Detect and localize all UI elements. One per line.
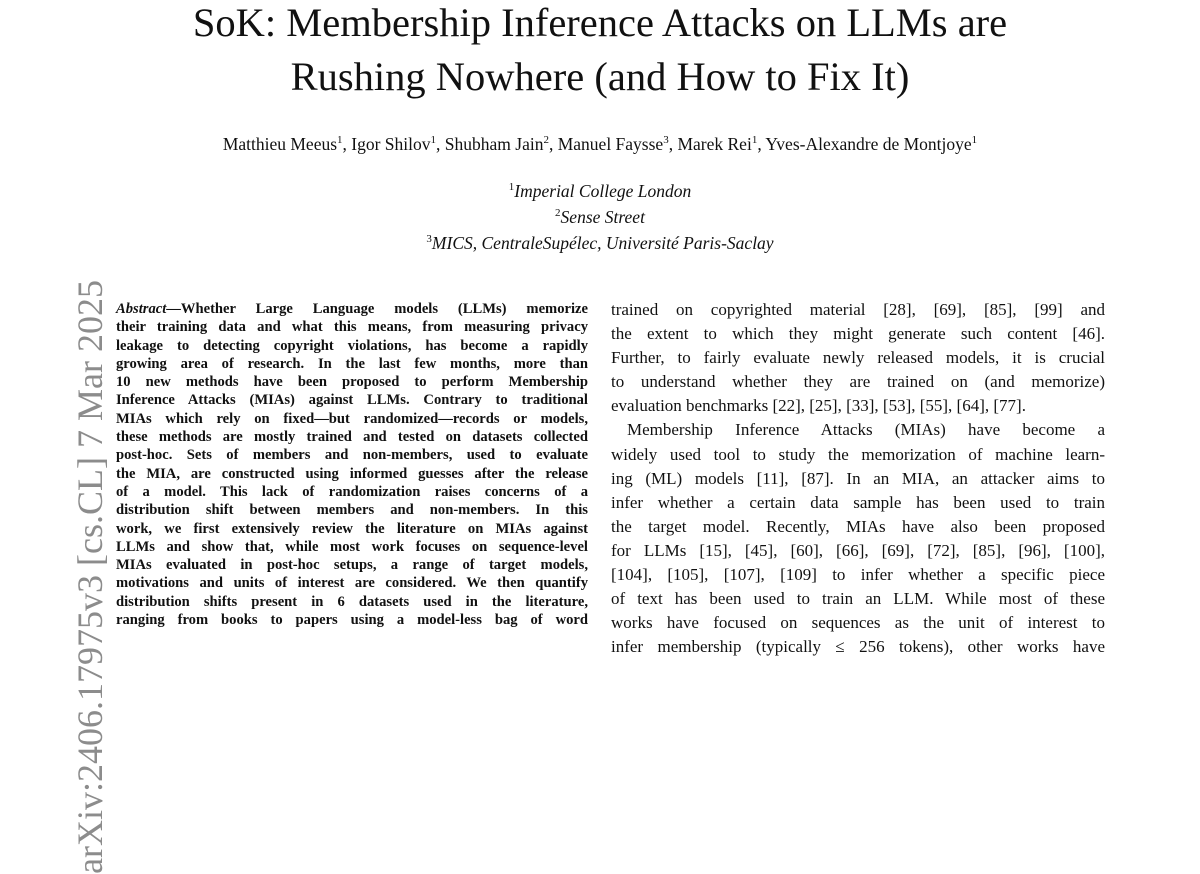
abstract-label: Abstract (116, 301, 167, 317)
affiliation-number: 3 (426, 233, 432, 246)
abstract-line: motivations and units of interest are considered. We then quantify (116, 575, 588, 592)
title-line-1: SoK: Membership Inference Attacks on LLMs are (192, 0, 1008, 45)
author-affiliation-mark: 1 (337, 134, 343, 147)
body-line: of text has been used to train an LLM. While most of these (611, 589, 1105, 609)
body-line: the extent to which they might generate such content [46]. (611, 324, 1105, 344)
body-line: widely used tool to study the memorization of machine learn- (611, 444, 1105, 464)
abstract-line: MIAs evaluated in post-hoc setups, a range of target models, (116, 557, 588, 574)
body-line: to understand whether they are trained on (and memorize) (611, 372, 1105, 392)
abstract-line: work, we first extensively review the literature on MIAs against (116, 520, 588, 537)
body-line: evaluation benchmarks [22], [25], [33], [53], [55], [64], [77]. (611, 396, 1026, 416)
body-line: [104], [105], [107], [109] to infer whether a specific piece (611, 565, 1105, 585)
author-affiliation-mark: 1 (971, 134, 978, 147)
abstract-line: of a model. This lack of randomization raises concerns of a (116, 483, 588, 500)
affiliation-name: Sense Street (560, 207, 645, 227)
body-line: the target model. Recently, MIAs have also been proposed (611, 516, 1105, 536)
author-name: Igor Shilov (351, 134, 431, 154)
author-list: Matthieu Meeus$^1$, Igor Shilov$^1$, Shubham Jain$^2$, Manuel Faysse$^3$, Marek Rei$^1$, Yves-Alexandre de Montjoye$^1$ (222, 134, 978, 154)
author-affiliation-mark: 3 (663, 134, 669, 147)
body-column-right (611, 298, 1105, 659)
author-name: Shubham Jain (444, 134, 544, 154)
abstract-line: the MIA, are constructed using informed guesses after the release (116, 465, 588, 482)
body-line: works have focused on sequences as the unit of interest to (611, 613, 1105, 633)
abstract (116, 300, 588, 629)
arxiv-stamp-text: arXiv:2406.17975v3 [cs.CL] 7 Mar 2025 (70, 280, 110, 874)
author-affiliation-mark: 1 (751, 134, 758, 147)
body-line: infer membership (typically ≤ 256 tokens), other works have (611, 637, 1105, 657)
affiliation-number: 1 (508, 181, 515, 194)
author-affiliation-mark: 1 (430, 134, 437, 147)
abstract-line: LLMs and show that, while most work focuses on sequence-level (116, 538, 588, 555)
abstract-line: distribution shift between members and non-members. In this (116, 502, 588, 519)
author-name: Manuel Faysse (557, 134, 664, 154)
abstract-line: distribution shifts present in 6 datasets used in the literature, (116, 593, 588, 610)
abstract-line-text: —Whether Large Language models (LLMs) memorize (166, 301, 588, 317)
author-affiliation-mark: 2 (543, 134, 549, 147)
abstract-line (116, 300, 588, 318)
abstract-line: their training data and what this means, from measuring privacy (116, 319, 588, 336)
body-line: ing (ML) models [11], [87]. In an MIA, an attacker aims to (611, 468, 1105, 488)
title-line-2: Rushing Nowhere (and How to Fix It) (290, 54, 910, 99)
abstract-line: MIAs which rely on fixed—but randomized—records or models, (116, 410, 588, 427)
abstract-line: post-hoc. Sets of members and non-members, used to evaluate (116, 447, 588, 464)
abstract-line: 10 new methods have been proposed to perform Membership (116, 374, 588, 391)
body-line: Membership Inference Attacks (MIAs) have become a (627, 420, 1105, 440)
author-name: Yves-Alexandre de Montjoye (765, 134, 972, 154)
abstract-line: Inference Attacks (MIAs) against LLMs. Contrary to traditional (116, 392, 588, 409)
author-name: Marek Rei (677, 134, 752, 154)
abstract-line: ranging from books to papers using a model-less bag of word (116, 612, 588, 629)
body-line: Further, to fairly evaluate newly released models, it is crucial (611, 348, 1105, 368)
affiliation (0, 204, 1200, 230)
affiliation-list (0, 178, 1200, 256)
author-name: Matthieu Meeus (222, 134, 338, 154)
body-line: trained on copyrighted material [28], [69], [85], [99] and (611, 300, 1105, 319)
body-line: for LLMs [15], [45], [60], [66], [69], [72], [85], [96], [100], (611, 540, 1105, 560)
paper-title (0, 0, 1200, 104)
abstract-line: leakage to detecting copyright violations, has become a rapidly (116, 337, 588, 354)
affiliation (0, 230, 1200, 256)
affiliation-name: Imperial College London (514, 181, 692, 201)
abstract-line: growing area of research. In the last few months, more than (116, 355, 588, 372)
abstract-line: these methods are mostly trained and tested on datasets collected (116, 429, 588, 446)
affiliation-number: 2 (555, 207, 561, 220)
body-line: infer whether a certain data sample has been used to train (611, 492, 1105, 512)
affiliation (0, 178, 1200, 204)
affiliation-name: MICS, CentraleSupélec, Université Paris-Saclay (431, 233, 774, 253)
